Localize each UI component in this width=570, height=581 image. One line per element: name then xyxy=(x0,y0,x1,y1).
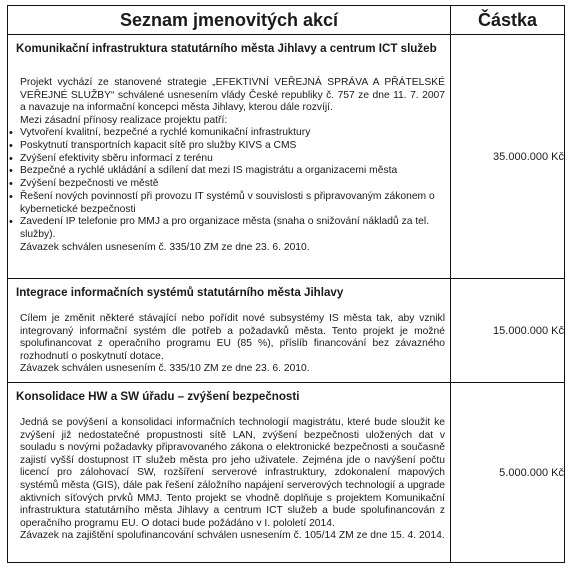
column-header-actions: Seznam jmenovitých akcí xyxy=(8,6,451,35)
table-row xyxy=(8,279,565,383)
amount-cell: 5.000.000 Kč xyxy=(451,383,565,563)
amount-cell: 35.000.000 Kč xyxy=(451,35,565,279)
action-cell xyxy=(8,383,451,563)
table-header-row xyxy=(8,6,565,35)
list-item: • Zvýšení bezpečnosti ve městě xyxy=(20,178,445,191)
table-row xyxy=(8,35,565,279)
action-note: Závazek schválen usnesením č. 335/10 ZM ze dne 23. 6. 2010. xyxy=(20,241,310,253)
action-title: Integrace informačních systémů statutárního města Jihlavy xyxy=(16,286,344,299)
action-title: Konsolidace HW a SW úřadu – zvýšení bezpečnosti xyxy=(16,390,300,403)
amount-cell: 15.000.000 Kč xyxy=(451,279,565,383)
action-note: Závazek schválen usnesením č. 335/10 ZM ze dne 23. 6. 2010. xyxy=(20,363,310,375)
action-title: Komunikační infrastruktura statutárního města Jihlavy a centrum ICT služeb xyxy=(16,42,437,55)
list-item: • Poskytnutí transportních kapacit sítě pro služby KIVS a CMS xyxy=(20,140,445,153)
list-item: • Řešení nových povinností při provozu IT systémů v souvislosti s připravovaným zákonem o kybernetické bezpečnosti xyxy=(20,191,445,216)
action-lead: Mezi zásadní přínosy realizace projektu patří: xyxy=(20,114,228,126)
budget-table xyxy=(7,5,565,563)
list-item: • Zavedení IP telefonie pro MMJ a pro organizace města (snaha o snižování nákladů za tel. služby). xyxy=(20,216,445,241)
list-item: • Vytvoření kvalitní, bezpečné a rychlé komunikační infrastruktury xyxy=(20,127,445,140)
list-item: • Bezpečné a rychlé ukládání a sdílení dat mezi IS magistrátu a organizacemi města xyxy=(20,165,445,178)
action-note: Závazek na zajištění spolufinancování schválen usnesením č. 105/14 ZM ze dne 15. 4. 2014. xyxy=(20,530,445,542)
action-text: Jedná se povýšení a konsolidaci informačních technologií magistrátu, které bude sloužit ke zvýšení již nedostatečné propustnosti sítě LAN, zvýšení bezpečnosti uložených dat v souladu s novými požadavky připravovaného zákona o elektronické bezpečnosti a současně zajistí vyšší dostupnost IT služeb města pro jeho uživatele. Zejména jde o navýšení počtu licencí pro zálohovací SW, rozšíření serverové infrastruktury, zdokonalení mapových systémů města (GIS), dále pak řešení záložního napájení serverových technologií a upgrade aktivních síťových prvků MMJ. Tento projekt se vhodně doplňuje s projektem Komunikační infrastruktura statutárního města Jihlavy a centrum ICT služeb a bude spolufinancován z operačního programu EU. O dotaci bude požádáno v I. pololetí 2014. xyxy=(20,417,445,529)
action-text: Cílem je změnit některé stávající nebo pořídit nové subsystémy IS města tak, aby vznikl integrovaný informační systém dle potřeb a požadavků města. Tento projekt je možné spolufinancovat z operačního programu EU (85 %), příslíb financování bez závazného rozhodnutí o poskytnutí dotace. xyxy=(20,313,445,362)
action-cell xyxy=(8,279,451,383)
column-header-amount: Částka xyxy=(451,6,565,35)
benefits-list xyxy=(14,127,445,241)
action-cell xyxy=(8,35,451,279)
list-item: • Zvýšení efektivity sběru informací z terénu xyxy=(20,153,445,166)
action-intro: Projekt vychází ze stanovené strategie „EFEKTIVNÍ VEŘEJNÁ SPRÁVA A PŘÁTELSKÉ VEŘEJNÉ SLUŽBY“ schválené usnesením vlády České republiky č. 757 ze dne 11. 7. 2007 a navazuje na informační koncepci města Jihlavy, kterou dále rozvíjí. xyxy=(20,77,445,114)
table-row xyxy=(8,383,565,563)
